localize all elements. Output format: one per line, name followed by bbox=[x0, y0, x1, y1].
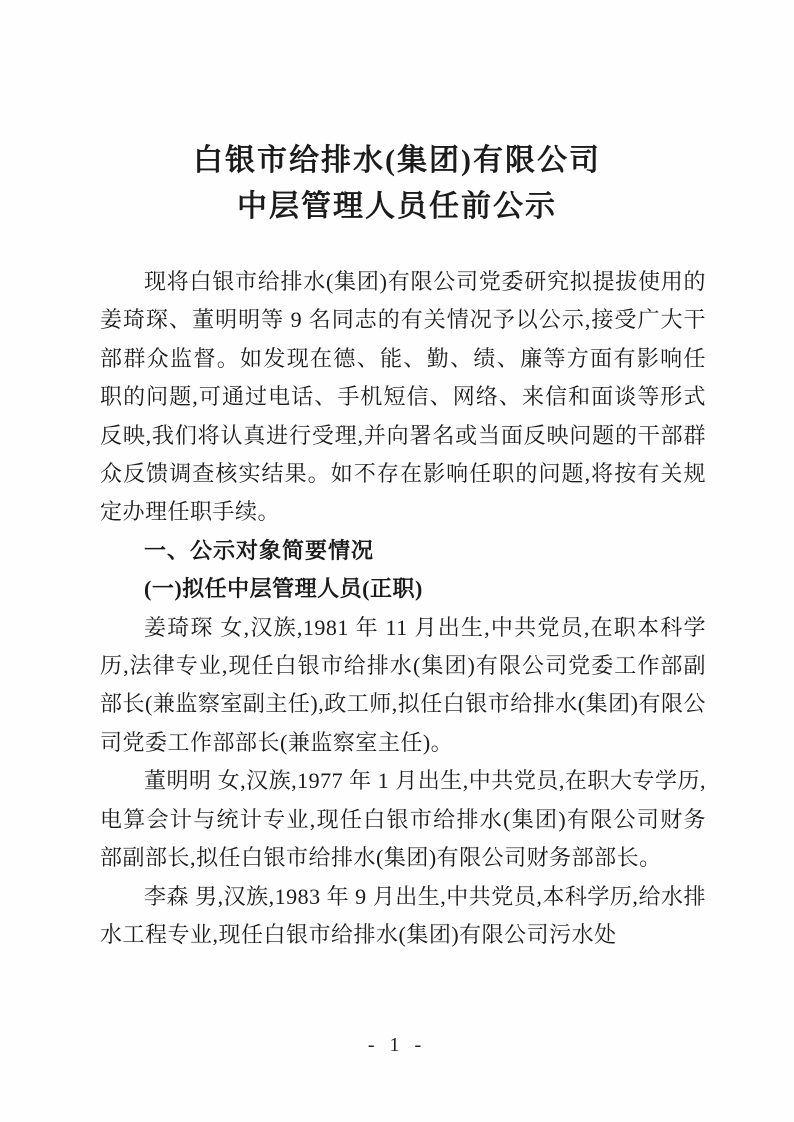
title-line-2: 中层管理人员任前公示 bbox=[237, 190, 557, 223]
title-line-1: 白银市给排水(集团)有限公司 bbox=[193, 144, 601, 177]
document-title bbox=[0, 0, 794, 230]
section-heading: 一、公示对象简要情况 bbox=[144, 537, 375, 563]
person-paragraph-li-sen: 李森 男,汉族,1983 年 9 月出生,中共党员,本科学历,给水排水工程专业,现任白银市给排水(集团)有限公司污水处 bbox=[100, 883, 706, 947]
person-paragraph-dong-mingming: 董明明 女,汉族,1977 年 1 月出生,中共党员,在职大专学历,电算会计与统计专业,现任白银市给排水(集团)有限公司财务部副部长,拟任白银市给排水(集团)有限公司财务部部长。 bbox=[100, 768, 706, 871]
document-body bbox=[0, 230, 794, 954]
subsection-heading: (一)拟任中层管理人员(正职) bbox=[144, 576, 423, 602]
person-paragraph-jiang-qichen: 姜琦琛 女,汉族,1981 年 11 月出生,中共党员,在职本科学历,法律专业,现任白银市给排水(集团)有限公司党委工作部副部长(兼监察室副主任),政工师,拟任白银市给排水(集团)有限公司党委工作部部长(兼监察室主任)。 bbox=[100, 614, 706, 755]
page-number: - 1 - bbox=[367, 1034, 427, 1056]
intro-paragraph: 现将白银市给排水(集团)有限公司党委研究拟提拔使用的姜琦琛、董明明等 9 名同志的有关情况予以公示,接受广大干部群众监督。如发现在德、能、勤、绩、廉等方面有影响任职的问题,可通过电话、手机短信、网络、来信和面谈等形式反映,我们将认真进行受理,并向署名或当面反映问题的干部群众反馈调查核实结果。如不存在影响任职的问题,将按有关规定办理任职手续。 bbox=[100, 269, 706, 525]
